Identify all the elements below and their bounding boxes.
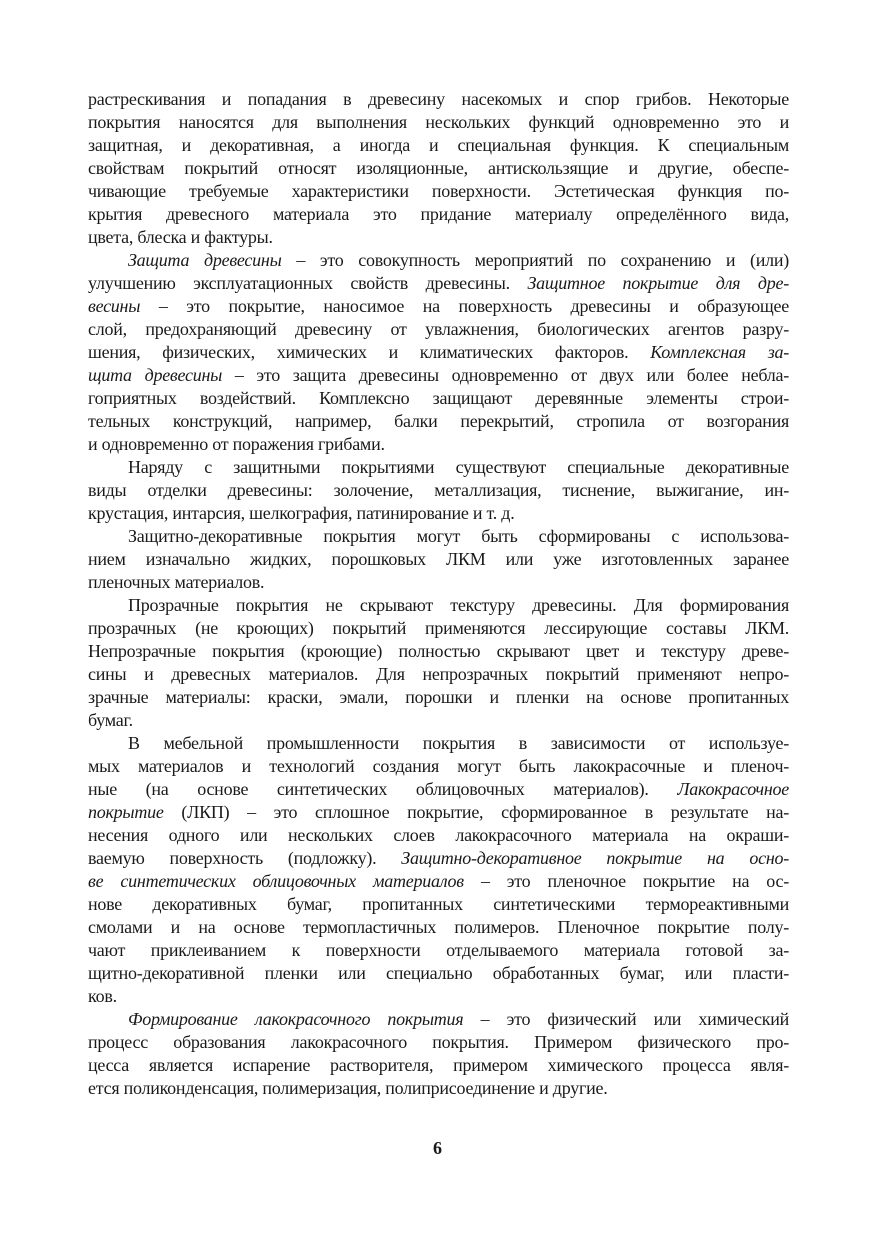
text-segment: пленочных материалов. (88, 572, 265, 592)
text-line (88, 111, 789, 134)
text-line (88, 847, 789, 870)
paragraph (88, 525, 789, 594)
italic-term: Защитно-декоративное покрытие на осно- (401, 848, 789, 868)
text-line (88, 870, 789, 893)
text-line (88, 456, 789, 479)
text-line (88, 916, 789, 939)
text-line (88, 502, 789, 525)
text-segment: зрачные материалы: краски, эмали, порошки и пленки на основе пропитанных (88, 687, 789, 707)
text-line (88, 525, 789, 548)
italic-term: весины (88, 296, 141, 316)
text-segment: гоприятных воздействий. Комплексно защищают деревянные элементы строи- (88, 388, 789, 408)
text-segment: процесс образования лакокрасочного покрытия. Примером физического про- (88, 1032, 789, 1052)
text-line (88, 295, 789, 318)
italic-term: ве синтетических облицовочных материалов (88, 871, 464, 891)
text-segment: В мебельной промышленности покрытия в зависимости от используе- (128, 733, 789, 753)
text-segment: (ЛКП) – это сплошное покрытие, сформированное в результате на- (163, 802, 789, 822)
text-segment: сины и древесных материалов. Для непрозрачных покрытий применяют непро- (88, 664, 789, 684)
text-line (88, 180, 789, 203)
text-segment: – это пленочное покрытие на ос- (463, 871, 789, 891)
text-line (88, 824, 789, 847)
text-segment: смолами и на основе термопластичных полимеров. Пленочное покрытие полу- (88, 917, 789, 937)
text-line (88, 939, 789, 962)
text-segment: защитная, и декоративная, а иногда и специальная функция. К специальным (88, 135, 789, 155)
paragraph (88, 594, 789, 732)
text-segment: прозрачных (не кроющих) покрытий применяются лессирующие составы ЛКМ. (88, 618, 789, 638)
text-line (88, 755, 789, 778)
text-segment: улучшению эксплуатационных свойств древесины. (88, 273, 528, 293)
text-line (88, 1054, 789, 1077)
italic-term: Формирование лакокрасочного покрытия (128, 1009, 464, 1029)
text-line (88, 962, 789, 985)
text-segment: Прозрачные покрытия не скрывают текстуру древесины. Для формирования (128, 595, 789, 615)
text-segment: чивающие требуемые характеристики поверхности. Эстетическая функция по- (88, 181, 789, 201)
text-segment: – это совокупность мероприятий по сохранению и (или) (281, 250, 789, 270)
text-line (88, 88, 789, 111)
text-line (88, 249, 789, 272)
text-line (88, 640, 789, 663)
text-segment: бумаг. (88, 710, 133, 730)
text-segment: покрытия наносятся для выполнения нескольких функций одновременно это и (88, 112, 789, 132)
text-segment: шения, физических, химических и климатических факторов. (88, 342, 651, 362)
text-line (88, 801, 789, 824)
text-segment: нове декоративных бумаг, пропитанных синтетическими термореактивными (88, 894, 789, 914)
text-line (88, 686, 789, 709)
italic-term: щита древесины (88, 365, 223, 385)
text-segment: – это покрытие, наносимое на поверхность древесины и образующее (140, 296, 789, 316)
italic-term: Защитное покрытие для дре- (527, 273, 789, 293)
text-line (88, 617, 789, 640)
text-line (88, 732, 789, 755)
text-segment: несения одного или нескольких слоев лакокрасочного материала на окраши- (88, 825, 789, 845)
text-segment: Непрозрачные покрытия (кроющие) полностью скрывают цвет и текстуру древе- (88, 641, 789, 661)
italic-term: покрытие (88, 802, 164, 822)
paragraph (88, 88, 789, 249)
text-segment: цесса является испарение растворителя, примером химического процесса явля- (88, 1055, 789, 1075)
text-line (88, 663, 789, 686)
text-line (88, 548, 789, 571)
text-segment: ков. (88, 986, 117, 1006)
text-segment: чают приклеиванием к поверхности отделываемого материала готовой за- (88, 940, 789, 960)
text-line (88, 341, 789, 364)
text-segment: ваемую поверхность (подложку). (88, 848, 402, 868)
text-line (88, 203, 789, 226)
text-line (88, 272, 789, 295)
text-segment: Защитно-декоративные покрытия могут быть сформированы с использова- (128, 526, 789, 546)
text-line (88, 778, 789, 801)
page-number: 6 (433, 1138, 442, 1158)
text-line (88, 594, 789, 617)
paragraph (88, 732, 789, 1008)
text-line (88, 1077, 789, 1100)
text-segment: ные (на основе синтетических облицовочных материалов). (88, 779, 678, 799)
paragraph (88, 1008, 789, 1100)
text-segment: тельных конструкций, например, балки перекрытий, стропила от возгорания (88, 411, 789, 431)
text-segment: крытия древесного материала это придание материалу определённого вида, (88, 204, 789, 224)
text-segment: мых материалов и технологий создания могут быть лакокрасочные и пленоч- (88, 756, 789, 776)
text-line (88, 134, 789, 157)
text-line (88, 571, 789, 594)
text-segment: и одновременно от поражения грибами. (88, 434, 385, 454)
text-segment: – это защита древесины одновременно от двух или более небла- (222, 365, 789, 385)
text-line (88, 410, 789, 433)
text-segment: виды отделки древесины: золочение, металлизация, тиснение, выжигание, ин- (88, 480, 789, 500)
italic-term: Комплексная за- (650, 342, 789, 362)
italic-term: Лакокрасочное (677, 779, 789, 799)
text-line (88, 433, 789, 456)
italic-term: Защита древесины (128, 250, 282, 270)
text-line (88, 1031, 789, 1054)
text-segment: щитно-декоративной пленки или специально обработанных бумаг, или пласти- (88, 963, 789, 983)
text-line (88, 985, 789, 1008)
text-line (88, 318, 789, 341)
text-segment: слой, предохраняющий древесину от увлажнения, биологических агентов разру- (88, 319, 789, 339)
paragraph (88, 249, 789, 456)
text-segment: растрескивания и попадания в древесину насекомых и спор грибов. Некоторые (88, 89, 789, 109)
text-line (88, 1008, 789, 1031)
text-line (88, 226, 789, 249)
text-segment: свойствам покрытий относят изоляционные, антискользящие и другие, обеспе- (88, 158, 789, 178)
text-line (88, 387, 789, 410)
paragraph (88, 456, 789, 525)
text-line (88, 479, 789, 502)
text-line (88, 893, 789, 916)
text-line (88, 364, 789, 387)
text-segment: крустация, интарсия, шелкография, патинирование и т. д. (88, 503, 515, 523)
text-segment: цвета, блеска и фактуры. (88, 227, 273, 247)
text-segment: нием изначально жидких, порошковых ЛКМ или уже изготовленных заранее (88, 549, 789, 569)
page-body (88, 88, 789, 1100)
text-segment: ется поликонденсация, полимеризация, полиприсоединение и другие. (88, 1078, 608, 1098)
text-segment: Наряду с защитными покрытиями существуют специальные декоративные (128, 457, 789, 477)
text-line (88, 157, 789, 180)
text-segment: – это физический или химический (463, 1009, 789, 1029)
text-line (88, 709, 789, 732)
